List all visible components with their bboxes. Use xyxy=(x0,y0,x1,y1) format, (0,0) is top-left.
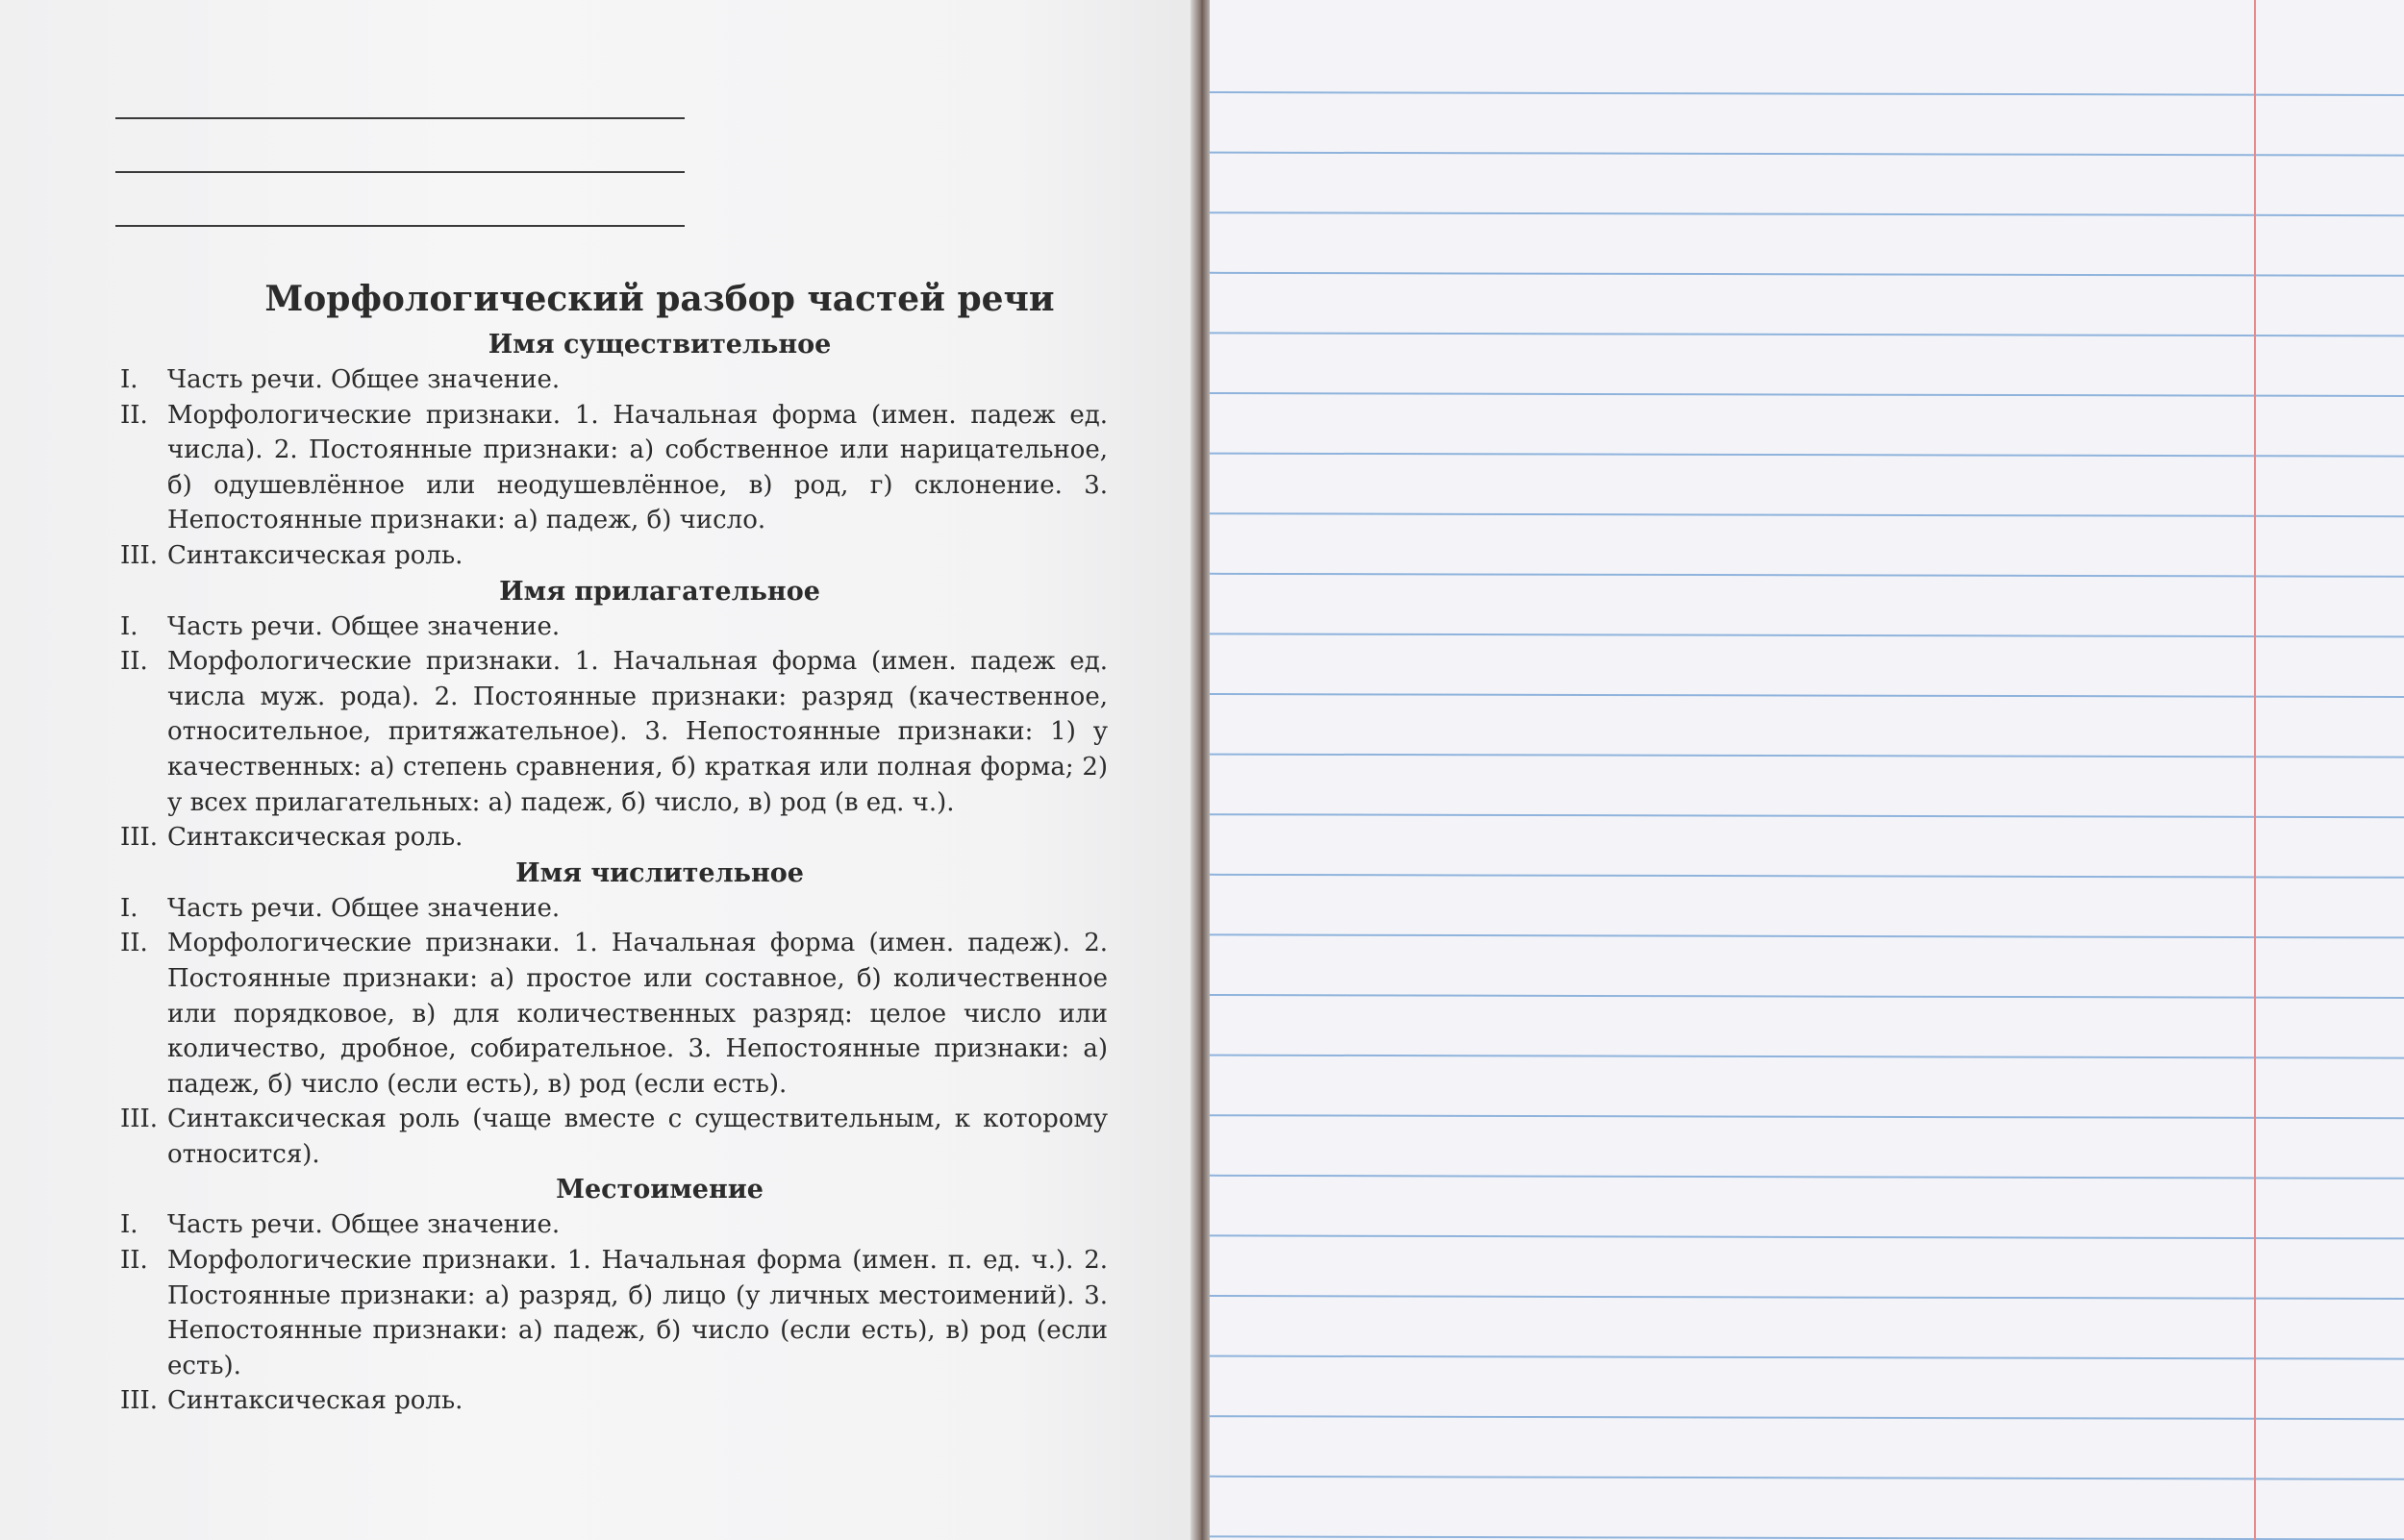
name-line-3 xyxy=(115,225,685,227)
reference-content xyxy=(115,269,1108,1419)
ruled-line xyxy=(1210,153,2404,156)
list-item xyxy=(115,362,1108,398)
section-heading: Имя существительное xyxy=(488,330,832,360)
ruled-line xyxy=(1210,934,2404,937)
page-title: Морфологический разбор частей речи xyxy=(264,279,1055,319)
ruled-line xyxy=(1210,393,2404,396)
ruled-line xyxy=(1210,875,2404,878)
ruled-line xyxy=(1210,513,2404,516)
list-item xyxy=(115,538,1108,574)
item-number: I. xyxy=(120,365,138,394)
name-line-1 xyxy=(115,117,685,119)
ruled-line xyxy=(1210,92,2404,95)
item-text: Часть речи. Общее значение. xyxy=(167,365,561,394)
ruled-line xyxy=(1210,1356,2404,1359)
item-number: III. xyxy=(120,1386,159,1416)
ruled-line xyxy=(1210,1176,2404,1179)
item-number: III. xyxy=(120,1105,159,1134)
ruled-line xyxy=(1210,633,2404,636)
item-text: Морфологические признаки. 1. Начальная форма (имен. падеж ед. числа муж. рода). 2. Постоянные признаки: разряд (качественное, относительное, притяжательное). 3. Непостоянные признаки: 1) у качественных: а) степень сравнения, б) краткая или полная форма; 2) у всех прилагательных: а) падеж, б) число, в) род (в ед. ч.). xyxy=(167,647,1108,817)
list-item xyxy=(115,644,1108,820)
sections-list xyxy=(115,327,1108,1419)
ruled-line xyxy=(1210,273,2404,276)
list-item xyxy=(115,609,1108,645)
binding-gutter xyxy=(1190,0,1212,1540)
ruled-line xyxy=(1210,574,2404,577)
item-text: Часть речи. Общее значение. xyxy=(167,893,561,923)
section-heading: Местоимение xyxy=(556,1175,764,1205)
ruled-line xyxy=(1210,1235,2404,1238)
ruled-lines xyxy=(1210,0,2404,1540)
list-item xyxy=(115,820,1108,856)
section-heading: Имя прилагательное xyxy=(499,576,820,607)
ruled-line xyxy=(1210,1115,2404,1118)
list-item xyxy=(115,1102,1108,1172)
item-number: III. xyxy=(120,823,159,853)
ruled-line xyxy=(1210,755,2404,758)
item-text: Часть речи. Общее значение. xyxy=(167,611,561,641)
ruled-line xyxy=(1210,212,2404,215)
item-number: III. xyxy=(120,540,159,570)
left-page xyxy=(0,0,1198,1540)
item-number: II. xyxy=(120,647,148,677)
ruled-line xyxy=(1210,1296,2404,1299)
ruled-line xyxy=(1210,995,2404,998)
list-item xyxy=(115,398,1108,538)
ruled-line xyxy=(1210,1536,2404,1539)
item-number: I. xyxy=(120,611,138,641)
item-text: Морфологические признаки. 1. Начальная форма (имен. падеж ед. числа). 2. Постоянные признаки: а) собственное или нарицательное, б) одушевлённое или неодушевлённое, в) род, г) склонение. 3. Непостоянные признаки: а) падеж, б) число. xyxy=(167,400,1108,535)
name-line-2 xyxy=(115,171,685,173)
ruled-line xyxy=(1210,454,2404,457)
item-text: Морфологические признаки. 1. Начальная форма (имен. падеж). 2. Постоянные признаки: а) простое или составное, б) количественное или порядковое, в) для количественных разряд: целое число или количество, дробное, собирательное. 3. Непостоянные признаки: а) падеж, б) число (если есть), в) род (если есть). xyxy=(167,929,1108,1099)
ruled-line xyxy=(1210,1416,2404,1419)
item-number: II. xyxy=(120,1246,148,1276)
list-item xyxy=(115,926,1108,1102)
item-text: Часть речи. Общее значение. xyxy=(167,1210,561,1240)
list-item xyxy=(115,1243,1108,1383)
ruled-line xyxy=(1210,1477,2404,1479)
list-item xyxy=(115,891,1108,927)
item-text: Синтаксическая роль. xyxy=(167,540,463,570)
list-item xyxy=(115,1383,1108,1419)
right-page-lined xyxy=(1210,0,2404,1540)
item-text: Синтаксическая роль. xyxy=(167,1386,463,1416)
item-number: I. xyxy=(120,1210,138,1240)
item-text: Синтаксическая роль (чаще вместе с существительным, к которому относится). xyxy=(167,1105,1108,1169)
ruled-line xyxy=(1210,694,2404,697)
item-text: Морфологические признаки. 1. Начальная форма (имен. п. ед. ч.). 2. Постоянные признаки: а) разряд, б) лицо (у личных местоимений). 3. Непостоянные признаки: а) падеж, б) число (если есть), в) род (если есть). xyxy=(167,1246,1108,1380)
item-text: Синтаксическая роль. xyxy=(167,823,463,853)
ruled-line xyxy=(1210,333,2404,335)
ruled-line xyxy=(1210,814,2404,817)
item-number: II. xyxy=(120,400,148,430)
section-heading: Имя числительное xyxy=(515,857,804,888)
item-number: I. xyxy=(120,893,138,923)
list-item xyxy=(115,1207,1108,1243)
ruled-line xyxy=(1210,1056,2404,1058)
item-number: II. xyxy=(120,929,148,958)
